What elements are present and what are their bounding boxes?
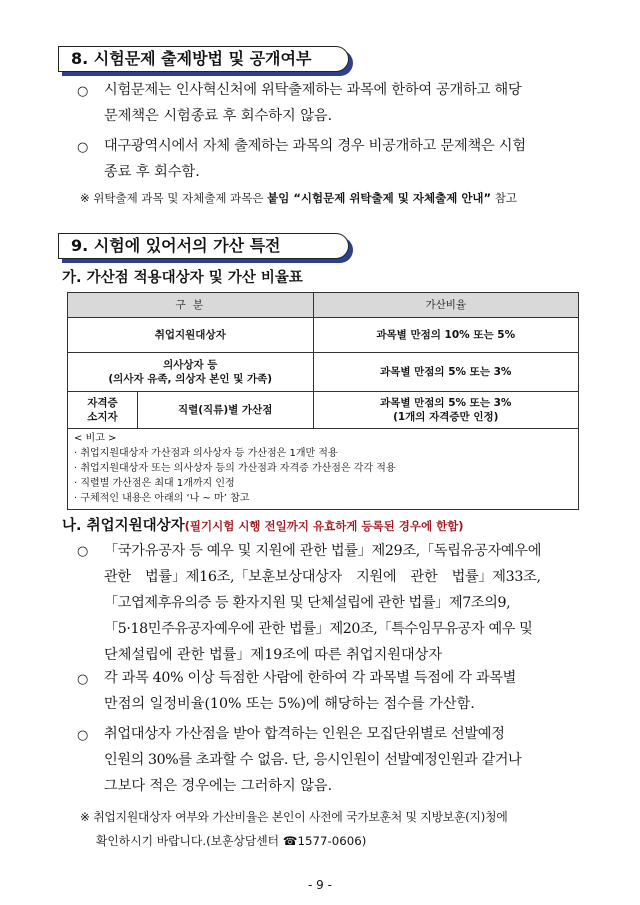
header-ratio: 가산비율 <box>313 293 579 318</box>
row3-label: 직렬(직류)별 가산점 <box>137 392 313 429</box>
law-line-3: 「고엽제후유의증 등 환자지원 및 단체설립에 관한 법률」제7조의9, <box>104 595 511 611</box>
law-line-4: 「5·18민주유공자예우에 관한 법률」제20조,「특수임무유공자 예우 및 <box>104 621 533 637</box>
row1-value: 과목별 만점의 10% 또는 5% <box>313 318 579 353</box>
score-line-2: 만점의 일정비율(10% 또는 5%)에 해당하는 점수를 가산함. <box>104 696 475 712</box>
row3-value-line2: (1개의 자격증만 인정) <box>393 411 499 423</box>
row3-group-line1: 자격증 <box>87 397 118 409</box>
bullet: ○ <box>77 84 89 99</box>
note-text: 위탁출제 과목 및 자체출제 과목은 <box>93 191 264 205</box>
confirm-note-line1: ※ 취업지원대상자 여부와 가산비율은 본인이 사전에 국가보훈처 및 지방보훈(지)청에 <box>80 810 508 824</box>
note-tail: 참고 <box>494 191 517 205</box>
bullet: ○ <box>77 728 89 743</box>
row1-label: 취업지원대상자 <box>68 318 314 353</box>
confirm-note-line2: 확인하시기 바랍니다.(보훈상담센터 ☎1577-0606) <box>96 834 367 848</box>
subsection-b-title: 나. 취업지원대상자 <box>62 518 185 534</box>
law-line-1: 「국가유공자 등 예우 및 지원에 관한 법률」제29조,「독립유공자예우에 <box>104 543 542 559</box>
notes-item: · 취업지원대상자 가산점과 의사상자 등 가산점은 1개만 적용 <box>74 448 338 459</box>
page-number: - 9 - <box>308 878 332 892</box>
s8-item1-line1: 시험문제는 인사혁신처에 위탁출제하는 과목에 한하여 공개하고 해당 <box>104 82 522 98</box>
notes-item: · 구체적인 내용은 아래의 ‘나 ~ 마’ 참고 <box>74 493 250 504</box>
row2-label-line1: 의사상자 등 <box>163 359 218 371</box>
s8-note <box>80 189 517 207</box>
note-bold: 붙임 “시험문제 위탁출제 및 자체출제 안내” <box>267 191 492 205</box>
note-mark: ※ <box>80 191 90 205</box>
table-notes <box>68 429 579 510</box>
score-line-1: 각 과목 40% 이상 득점한 사람에 한하여 각 과목별 득점에 각 과목별 <box>104 670 517 686</box>
table-row <box>68 318 579 353</box>
row2-label-line2: (의사자 유족, 의상자 본인 및 가족) <box>108 373 273 385</box>
bonus-table <box>67 292 579 510</box>
bullet: ○ <box>77 544 89 559</box>
law-line-2: 관한 법률」제16조,「보훈보상대상자 지원에 관한 법률」제33조, <box>104 569 541 585</box>
limit-line-3: 그보다 적은 경우에는 그러하지 않음. <box>104 778 333 794</box>
row3-value-line1: 과목별 만점의 5% 또는 3% <box>380 397 512 409</box>
row3-value <box>313 392 579 429</box>
notes-item: · 취업지원대상자 또는 의사상자 등의 가산점과 자격증 가산점은 각각 적용 <box>74 463 396 474</box>
section-8-title: 8. 시험문제 출제방법 및 공개여부 <box>58 46 349 72</box>
law-line-5: 단체설립에 관한 법률」제19조에 따른 취업지원대상자 <box>104 647 443 663</box>
table-row <box>68 392 579 429</box>
subsection-b-heading <box>62 514 464 535</box>
row3-group <box>68 392 138 429</box>
notes-item: · 직렬별 가산점은 최대 1개까지 인정 <box>74 478 235 489</box>
table-header-row <box>68 293 579 318</box>
subsection-b-condition: (필기시험 시행 전일까지 유효하게 등록된 경우에 한함) <box>184 519 464 533</box>
limit-line-2: 인원의 30%를 초과할 수 없음. 단, 응시인원이 선발예정인원과 같거나 <box>104 752 522 768</box>
header-category: 구 분 <box>68 293 314 318</box>
row2-label <box>68 353 314 392</box>
bullet: ○ <box>77 140 89 155</box>
notes-heading: < 비고 > <box>74 433 117 444</box>
limit-line-1: 취업대상자 가산점을 받아 합격하는 인원은 모집단위별로 선발예정 <box>104 726 505 742</box>
section-9-title: 9. 시험에 있어서의 가산 특전 <box>58 233 349 259</box>
s8-item2-line1: 대구광역시에서 자체 출제하는 과목의 경우 비공개하고 문제책은 시험 <box>104 138 526 154</box>
row2-value: 과목별 만점의 5% 또는 3% <box>313 353 579 392</box>
row3-group-line2: 소지자 <box>87 411 118 423</box>
table-row <box>68 353 579 392</box>
s8-item1-line2: 문제책은 시험종료 후 회수하지 않음. <box>104 108 333 124</box>
s8-item2-line2: 종료 후 회수함. <box>104 164 200 180</box>
subsection-a-title: 가. 가산점 적용대상자 및 가산 비율표 <box>62 270 303 286</box>
table-notes-row <box>68 429 579 510</box>
bullet: ○ <box>77 672 89 687</box>
